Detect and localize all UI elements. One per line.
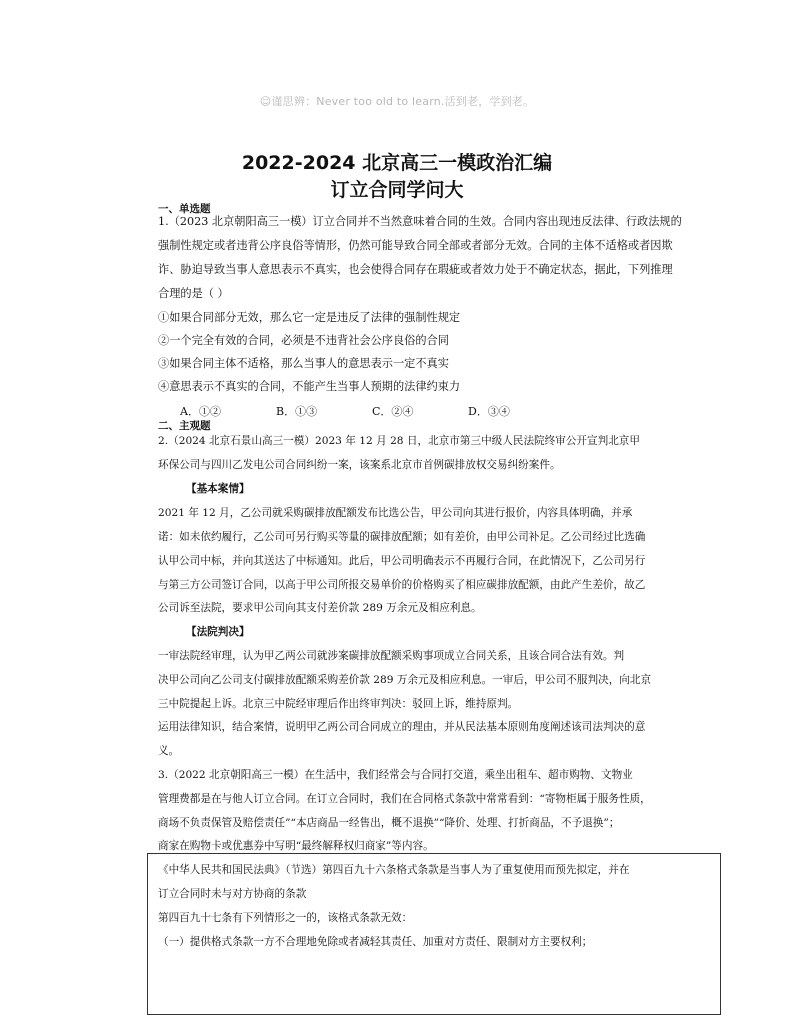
q1-options	[180, 403, 510, 419]
q1-statement: ④意思表示不真实的合同，不能产生当事人预期的法律约束力	[158, 380, 461, 393]
watermark-text: ☺谨思辨：Never too old to learn.活到老，学到老。	[259, 95, 535, 108]
q2-basic-line: 诺：如未依约履行，乙公司可另行购买等量的碳排放配额；如有差价，由甲公司补足。乙公司经过比选确	[158, 531, 646, 543]
option-b: B．①③	[276, 405, 318, 418]
q3-line: 商场不负责保管及赔偿责任”“本店商品一经售出，概不退换”“降价、处理、打折商品，不予退换”；	[158, 817, 620, 829]
q2-court-line: 一审法院经审理，认为甲乙两公司就涉案碳排放配额采购事项成立合同关系，且该合同合法有效。判	[158, 650, 625, 662]
excerpt-line: 《中华人民共和国民法典》（节选）第四百九十六条格式条款是当事人为了重复使用而预先拟定，并在	[158, 864, 630, 876]
q1-line: 合理的是（ ）	[158, 287, 229, 300]
option-c: C．②④	[372, 405, 414, 418]
section-single-choice: 一、单选题	[158, 203, 211, 215]
q2-task-line: 义。	[158, 745, 180, 757]
option-d: D．③④	[468, 405, 510, 418]
excerpt-line: （一）提供格式条款一方不合理地免除或者减轻其责任、加重对方责任、限制对方主要权利；	[158, 936, 593, 948]
q2-basic-line: 2021 年 12 月，乙公司就采购碳排放配额发布比选公告，甲公司向其进行报价，内容具体明确，并承	[158, 507, 633, 519]
q1-line: 诈、胁迫导致当事人意思表示不真实，也会使得合同存在瑕疵或者效力处于不确定状态，据此，下列推理	[158, 263, 673, 276]
q2-basic-line: 与第三方公司签订合同，以高于甲公司所报交易单价的价格购买了相应碳排放配额，由此产生差价，故乙	[158, 579, 646, 591]
q2-basic-label: 【基本案情】	[186, 483, 250, 495]
q2-intro-line: 环保公司与四川乙发电公司合同纠纷一案，该案系北京市首例碳排放权交易纠纷案件。	[158, 459, 561, 471]
document-subtitle: 订立合同学问大	[330, 179, 464, 201]
q3-line: 3.（2022 北京朝阳高三一模）在生活中，我们经常会与合同打交道，乘坐出租车、超市购物、文物业	[158, 769, 633, 781]
q2-task-line: 运用法律知识，结合案情，说明甲乙两公司合同成立的理由，并从民法基本原则角度阐述该司法判决的意	[158, 721, 646, 733]
q2-basic-line: 认甲公司中标，并向其送达了中标通知。此后，甲公司明确表示不再履行合同，在此情况下，乙公司另行	[158, 555, 646, 567]
q3-line: 管理费都是在与他人订立合同。在订立合同时，我们在合同格式条款中常常看到：“寄物柜属于服务性质，	[158, 793, 651, 805]
q2-court-line: 三中院提起上诉。北京三中院经审理后作出终审判决：驳回上诉，维持原判。	[158, 698, 519, 710]
q2-intro-line: 2.（2024 北京石景山高三一模）2023 年 12 月 28 日，北京市第三中级人民法院终审公开宣判北京甲	[158, 435, 640, 447]
q1-line: 强制性规定或者违背公序良俗等情形，仍然可能导致合同全部或者部分无效。合同的主体不适格或者因欺	[158, 239, 673, 252]
q1-line: 1.（2023 北京朝阳高三一模）订立合同并不当然意味着合同的生效。合同内容出现违反法律、行政法规的	[158, 215, 682, 228]
q1-statement: ③如果合同主体不适格，那么当事人的意思表示一定不真实	[158, 357, 449, 370]
q2-court-label: 【法院判决】	[186, 626, 250, 638]
option-a: A．①②	[180, 405, 221, 418]
section-subjective: 二、主观题	[158, 420, 211, 432]
excerpt-line: 第四百九十七条有下列情形之一的，该格式条款无效：	[158, 912, 413, 924]
q1-statement: ②一个完全有效的合同，必须是不违背社会公序良俗的合同	[158, 334, 449, 347]
q3-line: 商家在购物卡或优惠券中写明“最终解释权归商家”等内容。	[158, 840, 434, 852]
q2-court-line: 决甲公司向乙公司支付碳排放配额采购差价款 289 万余元及相应利息。一审后，甲公司不服判决，向北京	[158, 674, 652, 686]
q2-basic-line: 公司诉至法院，要求甲公司向其支付差价款 289 万余元及相应利息。	[158, 602, 482, 614]
excerpt-line: 订立合同时未与对方协商的条款	[158, 888, 307, 900]
q1-statement: ①如果合同部分无效，那么它一定是违反了法律的强制性规定	[158, 311, 461, 324]
document-title: 2022-2024 北京高三一模政治汇编	[241, 152, 553, 174]
